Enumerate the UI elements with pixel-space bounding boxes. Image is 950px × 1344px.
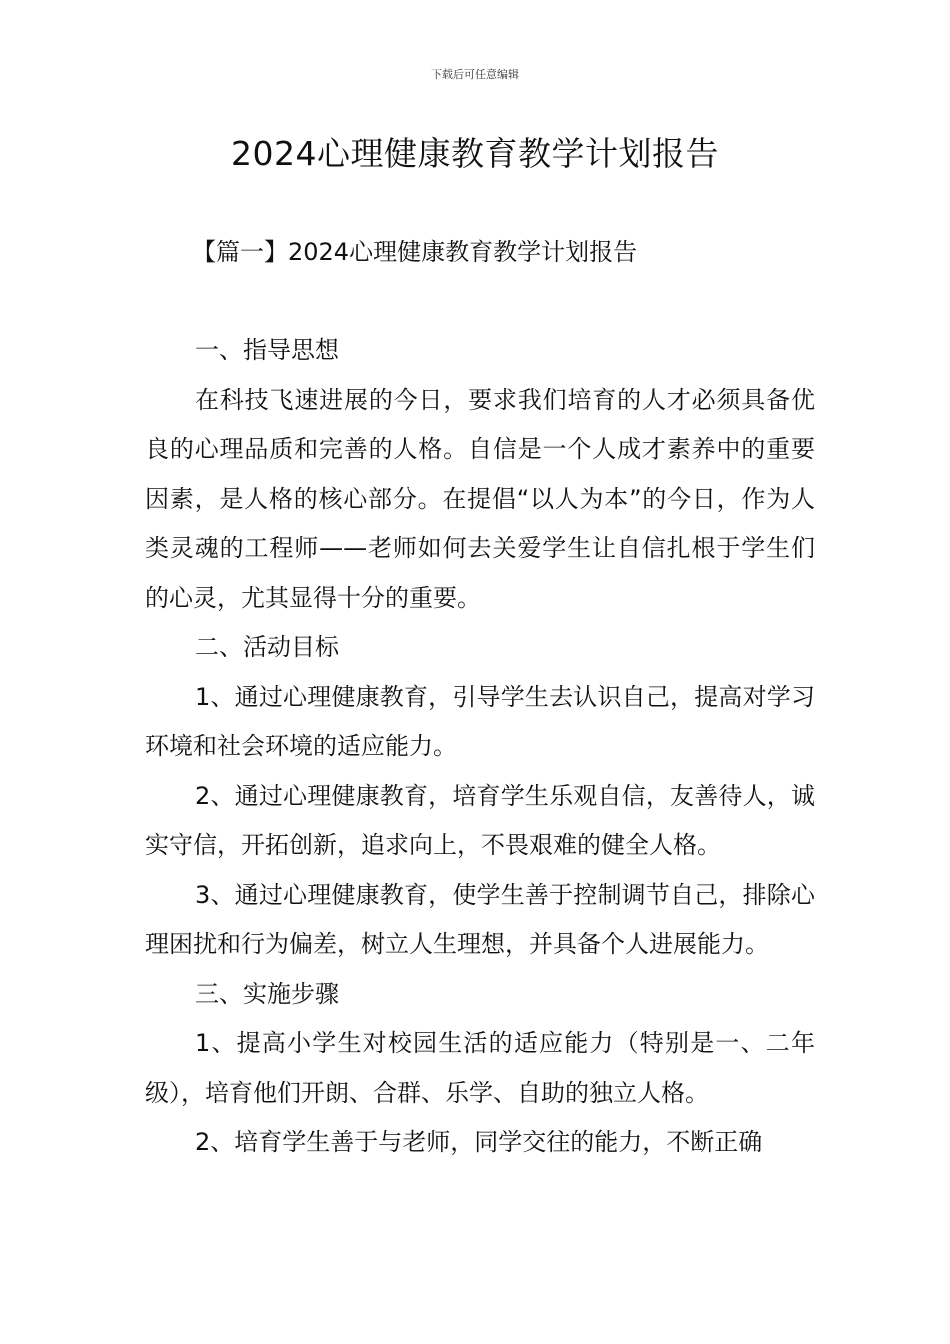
paragraph: 2、培育学生善于与老师，同学交往的能力，不断正确	[195, 1128, 763, 1156]
section-title: 【篇一】2024心理健康教育教学计划报告	[192, 238, 638, 266]
heading-guiding-ideology: 一、指导思想	[195, 336, 339, 364]
document-title: 2024心理健康教育教学计划报告	[231, 134, 719, 173]
heading-activity-goals: 二、活动目标	[195, 633, 339, 661]
paragraph: 2、通过心理健康教育，培育学生乐观自信，友善待人，诚实守信，开拓创新，追求向上，不畏艰难的健全人格。	[145, 781, 815, 859]
header-note: 下载后可任意编辑	[431, 68, 519, 81]
heading-implementation-steps: 三、实施步骤	[195, 979, 339, 1008]
paragraph: 在科技飞速进展的今日，要求我们培育的人才必须具备优良的心理品质和完善的人格。自信是一个人成才素养中的重要因素，是人格的核心部分。在提倡“以人为本”的今日，作为人类灵魂的工程师——老师如何去关爱学生让自信扎根于学生们的心灵，尤其显得十分的重要。	[145, 385, 815, 612]
paragraph: 1、通过心理健康教育，引导学生去认识自己，提高对学习环境和社会环境的适应能力。	[145, 682, 815, 760]
paragraph: 3、通过心理健康教育，使学生善于控制调节自己，排除心理困扰和行为偏差，树立人生理想，并具备个人进展能力。	[145, 880, 815, 958]
paragraph: 1、提高小学生对校园生活的适应能力（特别是一、二年级），培育他们开朗、合群、乐学、自助的独立人格。	[145, 1029, 815, 1107]
document-body	[145, 326, 815, 1168]
